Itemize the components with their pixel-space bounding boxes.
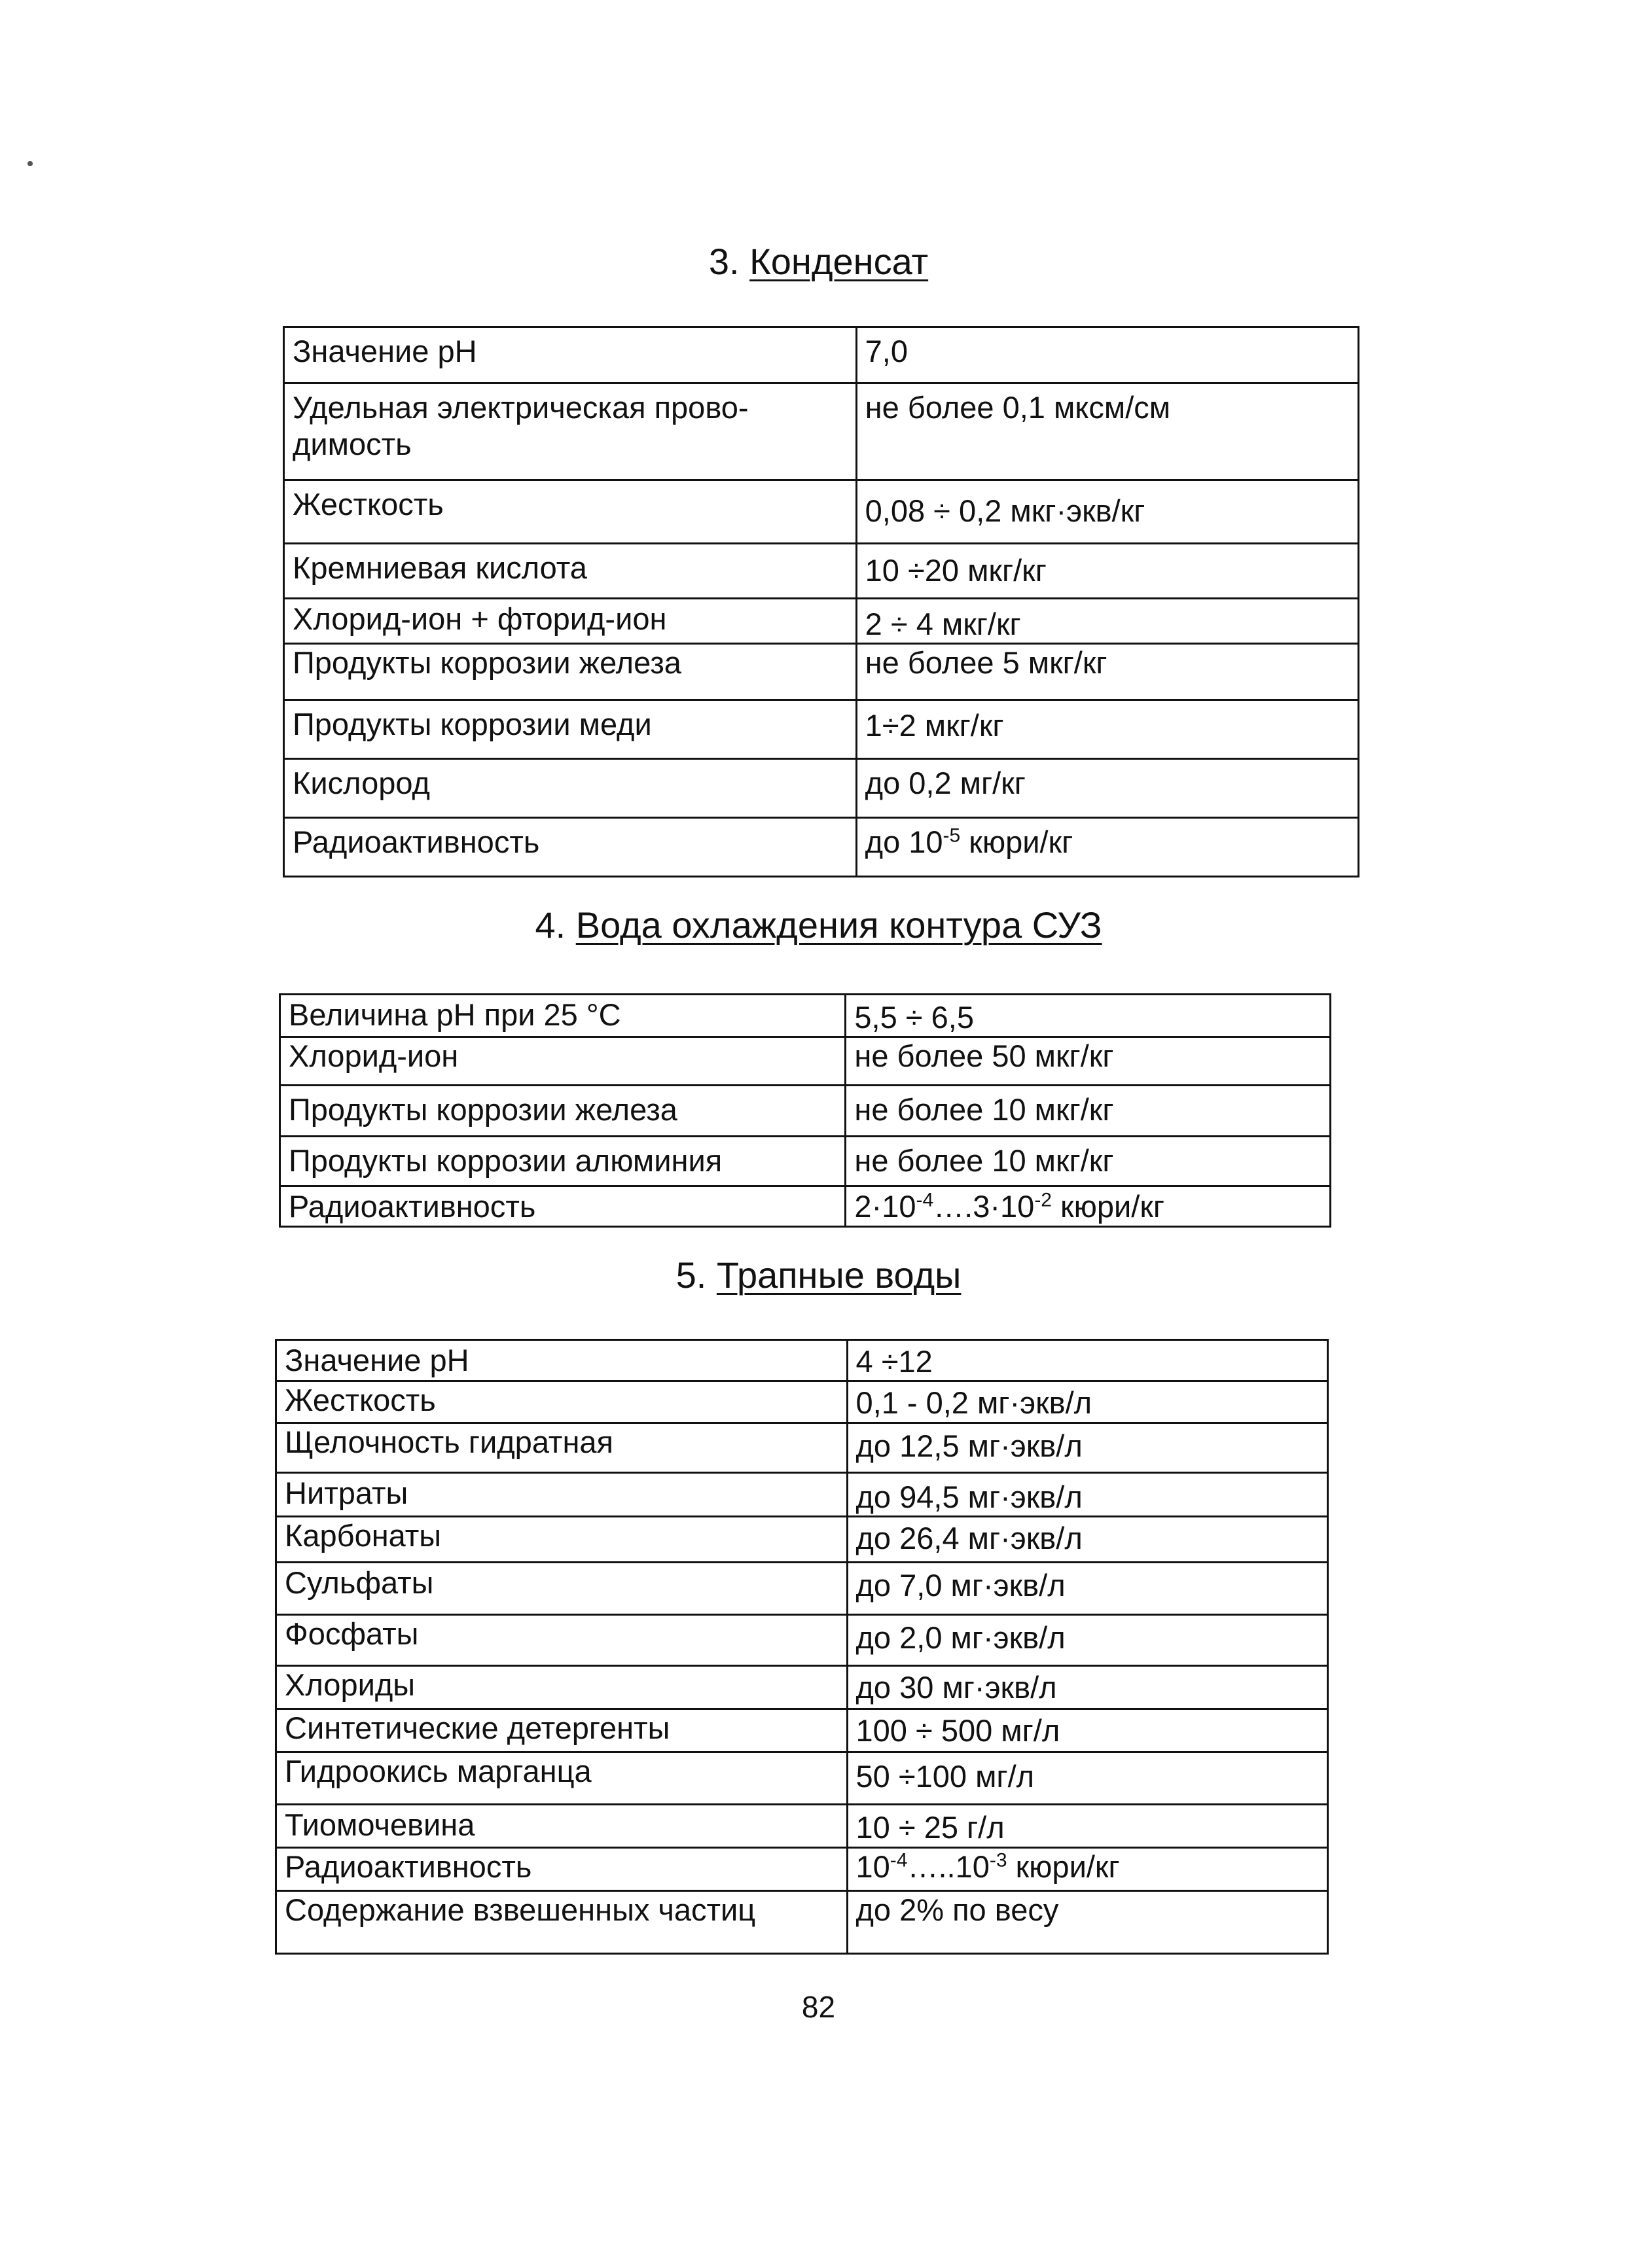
table-row <box>276 1381 1328 1423</box>
table-row <box>276 1615 1328 1666</box>
table-row <box>280 1137 1331 1186</box>
param-cell: Хлориды <box>276 1666 848 1709</box>
value-cell: до 26,4 мг·экв/л <box>847 1517 1328 1563</box>
table-row <box>280 995 1331 1037</box>
table-row <box>280 1086 1331 1137</box>
value-cell: 100 ÷ 500 мг/л <box>847 1709 1328 1752</box>
value-cell: 4 ÷12 <box>847 1340 1328 1381</box>
value-cell: до 12,5 мг·экв/л <box>847 1423 1328 1472</box>
value-cell: до 2% по весу <box>847 1890 1328 1953</box>
value-cell: 5,5 ÷ 6,5 <box>846 995 1331 1037</box>
param-cell: Продукты коррозии меди <box>284 700 857 759</box>
value-cell: не более 10 мкг/кг <box>846 1086 1331 1137</box>
section-3-number: 3. <box>708 241 740 282</box>
section-4-number: 4. <box>535 904 566 946</box>
section-4-title-text: Вода охлаждения контура СУЗ <box>575 904 1102 946</box>
param-cell: Карбонаты <box>276 1517 848 1563</box>
param-cell: Хлорид-ион <box>280 1037 846 1086</box>
table-row <box>284 480 1359 544</box>
section-5-number: 5. <box>675 1254 707 1296</box>
value-cell: до 2,0 мг·экв/л <box>847 1615 1328 1666</box>
param-cell: Радиоактивность <box>284 818 857 877</box>
param-cell: Значение pH <box>284 327 857 383</box>
value-cell: до 0,2 мг/кг <box>856 759 1358 818</box>
param-cell: Щелочность гидратная <box>276 1423 848 1472</box>
param-cell: Тиомочевина <box>276 1805 848 1847</box>
table-row <box>280 1037 1331 1086</box>
table-row <box>284 759 1359 818</box>
value-cell: не более 5 мкг/кг <box>856 644 1358 700</box>
param-cell: Содержание взвешенных частиц <box>276 1890 848 1953</box>
value-cell: 0,08 ÷ 0,2 мкг·экв/кг <box>856 480 1358 544</box>
value-text: 10 <box>855 1849 890 1884</box>
param-cell: Значение pH <box>276 1340 848 1381</box>
table-row <box>284 599 1359 644</box>
condensate-table <box>283 326 1359 877</box>
table-row <box>276 1472 1328 1516</box>
param-cell: Удельная электрическая прово- димость <box>284 383 857 480</box>
value-cell: 1÷2 мкг/кг <box>856 700 1358 759</box>
value-text: до 10 <box>865 824 943 860</box>
table-row <box>276 1666 1328 1709</box>
param-cell: Продукты коррозии железа <box>284 644 857 700</box>
param-cell: Продукты коррозии железа <box>280 1086 846 1137</box>
value-exponent: -4 <box>916 1189 934 1211</box>
value-cell <box>847 1847 1328 1890</box>
param-cell: Фосфаты <box>276 1615 848 1666</box>
param-cell: Кремниевая кислота <box>284 544 857 599</box>
table-row <box>276 1890 1328 1953</box>
value-cell: 0,1 - 0,2 мг·экв/л <box>847 1381 1328 1423</box>
table-row <box>276 1709 1328 1752</box>
table-row <box>284 383 1359 480</box>
param-cell: Радиоактивность <box>280 1186 846 1226</box>
value-exponent: -3 <box>989 1849 1007 1871</box>
table-row <box>276 1340 1328 1381</box>
section-4-title <box>0 904 1637 946</box>
param-cell: Сульфаты <box>276 1563 848 1615</box>
table-row <box>280 1186 1331 1226</box>
param-cell: Радиоактивность <box>276 1847 848 1890</box>
param-cell: Синтетические детергенты <box>276 1709 848 1752</box>
value-cell: не более 50 мкг/кг <box>846 1037 1331 1086</box>
value-text: 2·10 <box>854 1189 916 1224</box>
value-cell: 2 ÷ 4 мкг/кг <box>856 599 1358 644</box>
table-row <box>276 1563 1328 1615</box>
value-exponent: -2 <box>1034 1189 1052 1211</box>
table-row <box>284 544 1359 599</box>
value-text: …..10 <box>907 1849 990 1884</box>
table-row <box>284 818 1359 877</box>
section-3-title <box>0 243 1637 280</box>
table-row <box>276 1847 1328 1890</box>
section-5-title <box>0 1254 1637 1296</box>
value-exponent: -5 <box>943 824 961 847</box>
value-cell: не более 10 мкг/кг <box>846 1137 1331 1186</box>
value-cell: 10 ÷20 мкг/кг <box>856 544 1358 599</box>
table-row <box>276 1517 1328 1563</box>
param-cell: Хлорид-ион + фторид-ион <box>284 599 857 644</box>
table-row <box>276 1423 1328 1472</box>
page-number: 82 <box>801 1990 836 2024</box>
table-row <box>276 1752 1328 1805</box>
param-cell: Жесткость <box>276 1381 848 1423</box>
table-row <box>284 700 1359 759</box>
value-exponent: -4 <box>890 1849 908 1871</box>
param-cell: Жесткость <box>284 480 857 544</box>
value-unit: кюри/кг <box>1007 1849 1120 1884</box>
value-text: ….3·10 <box>933 1189 1035 1224</box>
section-3-title-text: Конденсат <box>749 241 929 282</box>
table-row <box>284 644 1359 700</box>
value-cell: 50 ÷100 мг/л <box>847 1752 1328 1805</box>
table-row <box>276 1805 1328 1847</box>
value-cell: до 94,5 мг·экв/л <box>847 1472 1328 1516</box>
value-cell <box>856 818 1358 877</box>
suz-cooling-water-table <box>279 993 1331 1228</box>
value-unit: кюри/кг <box>960 824 1073 860</box>
drain-water-table <box>275 1339 1329 1955</box>
param-cell: Продукты коррозии алюминия <box>280 1137 846 1186</box>
value-unit: кюри/кг <box>1052 1189 1165 1224</box>
value-cell: 7,0 <box>856 327 1358 383</box>
value-cell <box>846 1186 1331 1226</box>
param-cell: Кислород <box>284 759 857 818</box>
value-cell: до 7,0 мг·экв/л <box>847 1563 1328 1615</box>
scan-speck <box>27 161 33 166</box>
param-cell: Гидроокись марганца <box>276 1752 848 1805</box>
value-cell: не более 0,1 мксм/см <box>856 383 1358 480</box>
param-cell: Величина pH при 25 °С <box>280 995 846 1037</box>
value-cell: до 30 мг·экв/л <box>847 1666 1328 1709</box>
table-row <box>284 327 1359 383</box>
value-cell: 10 ÷ 25 г/л <box>847 1805 1328 1847</box>
param-cell: Нитраты <box>276 1472 848 1516</box>
section-5-title-text: Трапные воды <box>716 1254 962 1296</box>
